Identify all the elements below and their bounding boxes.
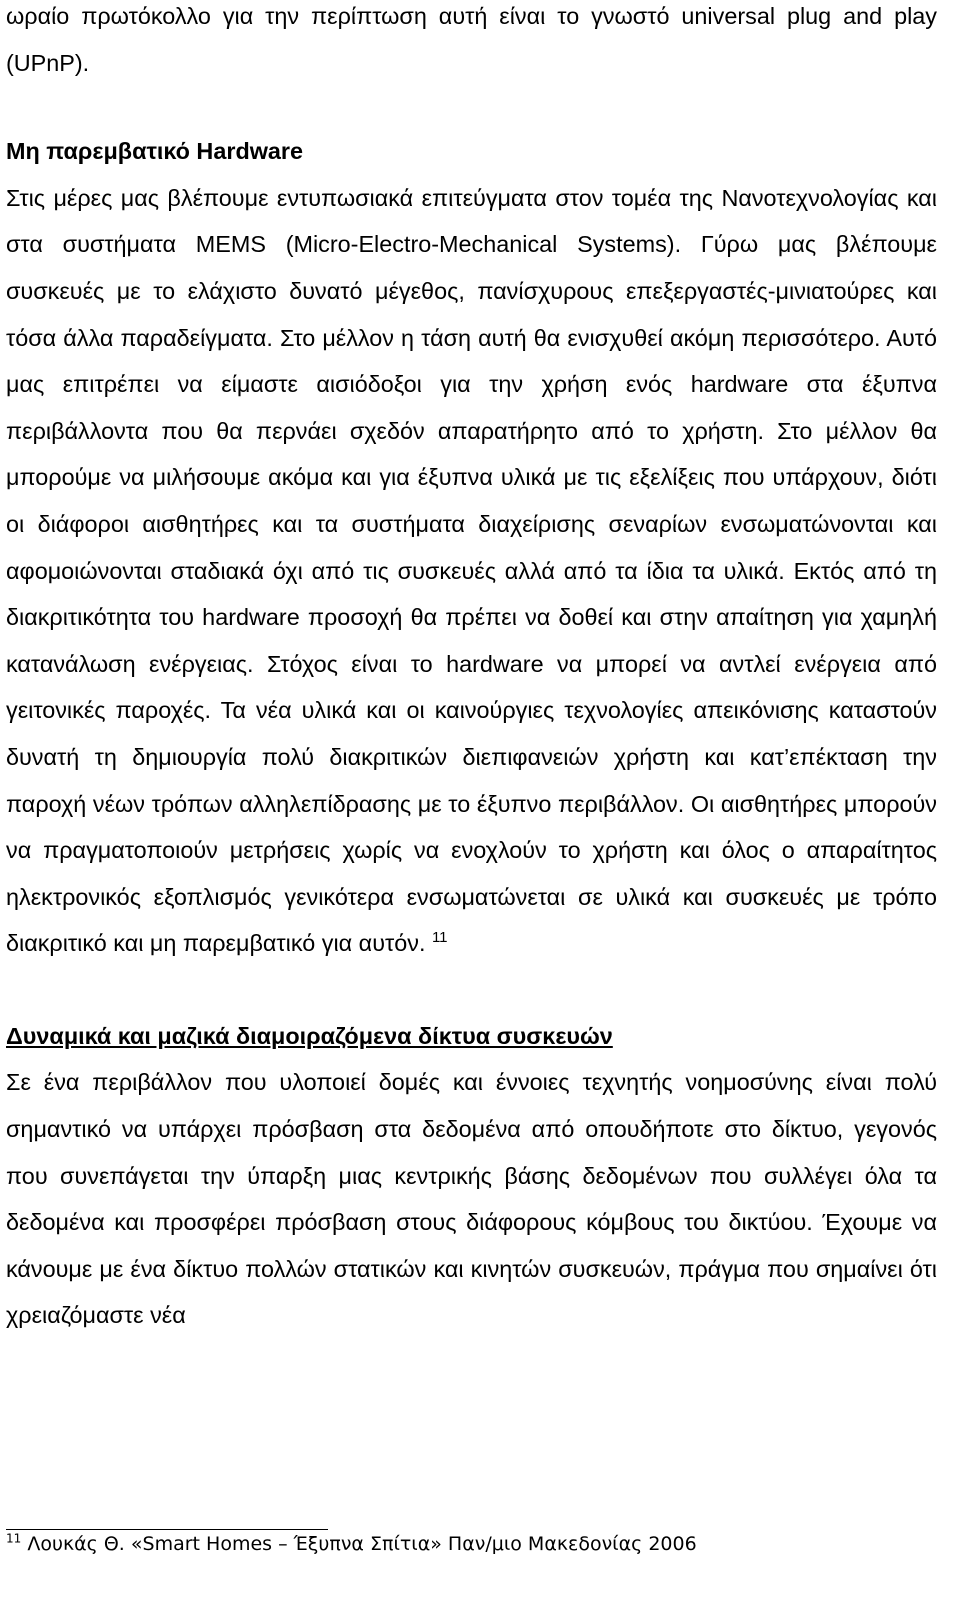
footnote-reference[interactable]: 11 [431, 929, 448, 947]
section-heading-device-networks: Δυναμικά και μαζικά διαμοιραζόμενα δίκτυα συσκευών [6, 1022, 613, 1049]
footnote-number: 11 [6, 1531, 22, 1546]
section-heading-non-intrusive-hardware: Μη παρεμβατικό Hardware [6, 138, 304, 165]
opening-paragraph: ωραίο πρωτόκολλο για την περίπτωση αυτή είναι το γνωστό universal plug and play (UPnP). [6, 3, 937, 76]
footnote-divider [6, 1529, 328, 1530]
paragraph-text: Στις μέρες μας βλέπουμε εντυπωσιακά επιτεύγματα στον τομέα της Νανοτεχνολογίας και στα συστήματα MEMS (Micro-Electro-Mechanical Systems). Γύρω μας βλέπουμε συσκευές με το ελάχιστο δυνατό μέγεθος, πανίσχυρους επεξεργαστές-μινιατούρες και τόσα άλλα παραδείγματα. Στο μέλλον η τάση αυτή θα ενισχυθεί ακόμη περισσότερο. Αυτό μας επιτρέπει να είμαστε αισιόδοξοι για την χρήση ενός hardware στα έξυπνα περιβάλλοντα που θα περνάει σχεδόν απαρατήρητο από το χρήστη. Στο μέλλον θα μπορούμε να μιλήσουμε ακόμα και για έξυπνα υλικά με τις εξελίξεις που υπάρχουν, διότι οι διάφοροι αισθητήρες και τα συστήματα διαχείρισης σεναρίων ενσωματώνονται και αφομοιώνονται σταδιακά όχι από τις συσκευές αλλά από τα ίδια τα υλικά. Εκτός από τη διακριτικότητα του hardware προσοχή θα πρέπει να δοθεί και στην απαίτηση για χαμηλή κατανάλωση ενέργειας. Στόχος είναι το hardware να μπορεί να αντλεί ενέργεια από γειτονικές παροχές. Τα νέα υλικά και οι καινούργιες τεχνολογίες απεικόνισης καταστούν δυνατή τη δημιουργία πολύ διακριτικών διεπιφανειών χρήστη και κατ’επέκταση την παροχή νέων τρόπων αλληλεπίδρασης με το έξυπνο περιβάλλον. Οι αισθητήρες μπορούν να πραγματοποιούν μετρήσεις χωρίς να ενοχλούν το χρήστη και όλος ο απαραίτητος ηλεκτρονικός εξοπλισμός γενικότερα ενσωματώνεται σε υλικά και συσκευές με τρόπο διακριτικό και μη παρεμβατικό για αυτόν. [6, 184, 937, 957]
section-paragraph-non-intrusive-hardware [6, 175, 937, 967]
footnote [6, 1531, 697, 1557]
footnote-text: Λουκάς Θ. «Smart Homes – Έξυπνα Σπίτια» Παν/μιο Μακεδονίας 2006 [27, 1533, 697, 1555]
document-page [6, 0, 937, 1339]
section-paragraph-device-networks: Σε ένα περιβάλλον που υλοποιεί δομές και έννοιες τεχνητής νοημοσύνης είναι πολύ σημαντικό να υπάρχει πρόσβαση στα δεδομένα από οπουδήποτε στο δίκτυο, γεγονός που συνεπάγεται την ύπαρξη μιας κεντρικής βάσης δεδομένων που συλλέγει όλα τα δεδομένα και προσφέρει πρόσβαση στους διάφορους κόμβους του δικτύου. Έχουμε να κάνουμε με ένα δίκτυο πολλών στατικών και κινητών συσκευών, πράγμα που σημαίνει ότι χρειαζόμαστε νέα [6, 1069, 937, 1329]
